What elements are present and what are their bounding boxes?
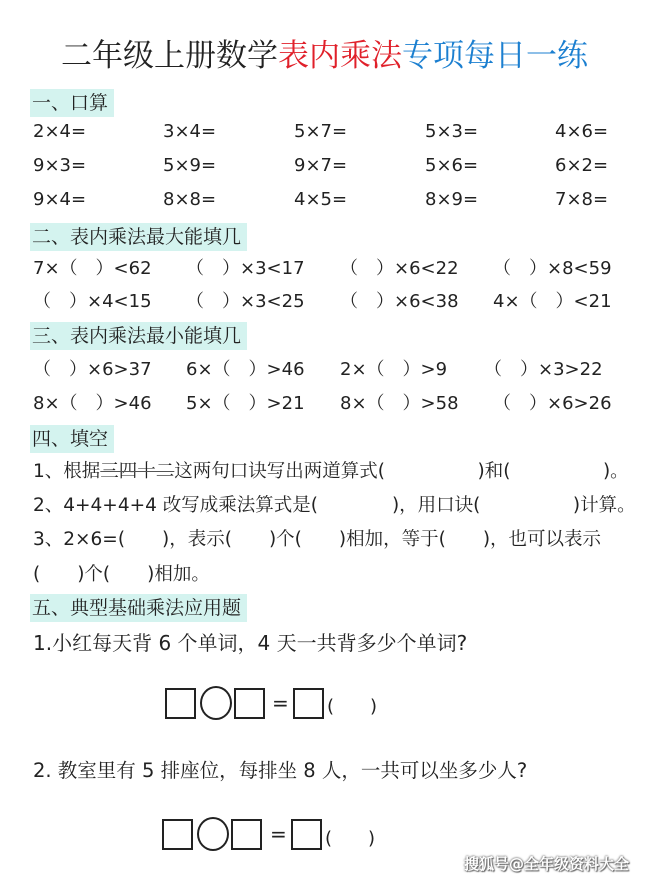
- fill-question-3: 3、2×6=( )，表示( )个( )相加，等于( )，也可以表示: [33, 529, 602, 550]
- problem-cell: 8×9=: [425, 189, 479, 210]
- problem-cell: 5×6=: [425, 155, 479, 176]
- problem-cell: 9×4=: [33, 189, 87, 210]
- problem-cell: 7×8=: [555, 189, 609, 210]
- inequality-cell: 5×（ ）>21: [186, 393, 305, 414]
- word-problem-2: 2. 教室里有 5 排座位，每排坐 8 人，一共可以坐多少人?: [33, 759, 528, 782]
- answer-box[interactable]: [165, 688, 196, 719]
- fill-question-3-continued: ( )个( )相加。: [33, 564, 210, 585]
- problem-cell: 9×7=: [294, 155, 348, 176]
- section-2-heading: 二、表内乘法最大能填几: [30, 223, 247, 251]
- inequality-cell: （ ）×3<25: [186, 291, 305, 312]
- fill-question-2: 2、4+4+4+4 改写成乘法算式是( )，用口诀( )计算。: [33, 495, 636, 516]
- problem-cell: 5×9=: [163, 155, 217, 176]
- inequality-cell: 8×（ ）>46: [33, 393, 152, 414]
- operator-circle[interactable]: [197, 817, 229, 851]
- inequality-cell: （ ）×6>26: [493, 393, 612, 414]
- problem-cell: 6×2=: [555, 155, 609, 176]
- unit-parentheses: ( ): [325, 828, 376, 849]
- equals-sign: =: [272, 691, 289, 715]
- fill-question-1: [33, 460, 629, 484]
- problem-cell: 5×7=: [294, 121, 348, 142]
- inequality-cell: 4×（ ）<21: [493, 291, 612, 312]
- problem-cell: 9×3=: [33, 155, 87, 176]
- inequality-cell: （ ）×4<15: [33, 291, 152, 312]
- answer-box[interactable]: [291, 819, 322, 850]
- section-4-heading: 四、填空: [30, 425, 114, 453]
- inequality-cell: 6×（ ）>46: [186, 359, 305, 380]
- answer-box[interactable]: [293, 688, 324, 719]
- problem-cell: 5×3=: [425, 121, 479, 142]
- problem-cell: 4×5=: [294, 189, 348, 210]
- unit-parentheses: ( ): [327, 696, 378, 717]
- section-3-heading: 三、表内乘法最小能填几: [30, 322, 247, 350]
- inequality-cell: （ ）×3>22: [484, 359, 603, 380]
- problem-cell: 4×6=: [555, 121, 609, 142]
- inequality-cell: （ ）×6<38: [340, 291, 459, 312]
- answer-box[interactable]: [162, 819, 193, 850]
- page-title: [0, 30, 649, 75]
- title-part-3: 专项每日一练: [402, 38, 588, 74]
- problem-cell: 3×4=: [163, 121, 217, 142]
- section-5-heading: 五、典型基础乘法应用题: [30, 594, 247, 622]
- answer-box[interactable]: [234, 688, 265, 719]
- answer-box[interactable]: [231, 819, 262, 850]
- word-problem-1: 1.小红每天背 6 个单词，4 天一共背多少个单词?: [33, 631, 468, 655]
- equals-sign: =: [270, 822, 287, 846]
- inequality-cell: （ ）×6>37: [33, 359, 152, 380]
- title-part-1: 二年级上册数学: [61, 38, 278, 74]
- inequality-cell: （ ）×6<22: [340, 258, 459, 279]
- problem-cell: 8×8=: [163, 189, 217, 210]
- operator-circle[interactable]: [200, 686, 232, 720]
- inequality-cell: 2×（ ）>9: [340, 359, 448, 380]
- fill-question-1-prefix: 1、根据: [33, 461, 101, 482]
- inequality-cell: 8×（ ）>58: [340, 393, 459, 414]
- inequality-cell: 7×（ ）<62: [33, 258, 152, 279]
- inequality-cell: （ ）×8<59: [493, 258, 612, 279]
- problem-cell: 2×4=: [33, 121, 87, 142]
- watermark: 搜狐号@全年级资料大全: [464, 855, 630, 873]
- title-part-2: 表内乘法: [278, 38, 402, 74]
- section-1-heading: 一、口算: [30, 89, 114, 117]
- fill-question-1-rest: 这两句口诀写出两道算式( )和( )。: [174, 461, 629, 482]
- fill-question-1-strikethrough: 三四十二: [100, 461, 175, 482]
- inequality-cell: （ ）×3<17: [186, 258, 305, 279]
